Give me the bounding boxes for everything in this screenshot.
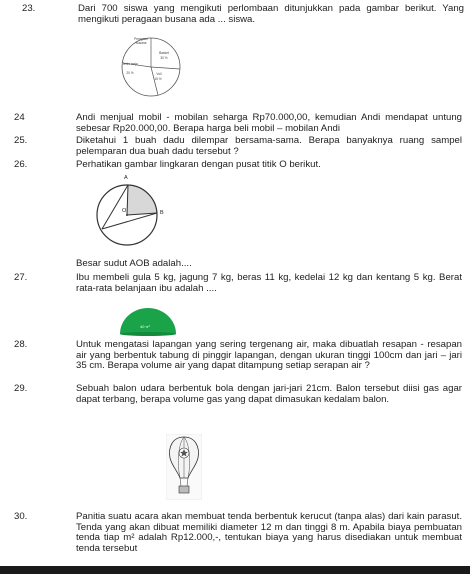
question-text: Ibu membeli gula 5 kg, jagung 7 kg, beras 11 kg, kedelai 12 kg dan kentang 5 kg. Berat rata-rata belanjaan ibu adalah .... (76, 272, 462, 294)
question-number: 26. (14, 159, 28, 170)
question-text: Perhatikan gambar lingkaran dengan pusat titik O berikut. (76, 159, 321, 170)
question-number: 30. (14, 511, 28, 522)
pie-label-peragaan: Peragaan Busana (134, 37, 148, 45)
pie-value-voli: 15 % (154, 77, 162, 81)
question-number: 29. (14, 383, 28, 394)
pie-chart (116, 32, 186, 102)
hemisphere-label: 40 π³ (140, 324, 150, 329)
question-text: Besar sudut AOB adalah.... (76, 258, 192, 269)
question-text: Dari 700 siswa yang mengikuti perlombaan ditunjukkan pada gambar berikut. Yang mengikuti peragaan busana ada ... siswa. (78, 3, 464, 25)
question-text: Untuk mengatasi lapangan yang sering tergenang air, maka dibuatlah resapan - resapan air yang berbentuk tabung di pinggir lapangan, dengan ukuran tinggi 100cm dan jari – jari 35 cm. Berapa volume air yang dapat ditampung setiap serapan air ? (76, 339, 462, 372)
question-text: Andi menjual mobil - mobilan seharga Rp70.000,00, kemudian Andi mendapat untung sebesar Rp20.000,00. Berapa harga beli mobil – mobilan Andi (76, 112, 462, 134)
hot-air-balloon-image (166, 434, 202, 500)
pie-label-tenis: Tenis meja (122, 62, 138, 66)
question-number: 28. (14, 339, 28, 350)
circle-diagram (96, 172, 164, 252)
pie-value-basket: 30 % (160, 56, 168, 60)
point-a-label: A (124, 175, 128, 181)
question-text: Diketahui 1 buah dadu dilempar bersama-sama. Berapa banyaknya ruang sampel pelemparan dua buah dadu tersebut ? (76, 135, 462, 157)
pie-value-tenis: 20 % (126, 71, 134, 75)
center-o-label: O (122, 208, 127, 214)
point-b-label: B (160, 210, 164, 216)
question-text: Sebuah balon udara berbentuk bola dengan jari-jari 21cm. Balon tersebut diisi gas agar dapat terbang, berapa volume gas yang dapat dimasukan kedalam balon. (76, 383, 462, 405)
question-number: 25. (14, 135, 28, 146)
pie-label-voli: Voli (156, 72, 162, 76)
bottom-bar (0, 566, 470, 574)
question-text: Panitia suatu acara akan membuat tenda berbentuk kerucut (tanpa alas) dari kain parasut. Tenda yang akan dibuat memiliki diameter 12 m dan tinggi 8 m. Apabila biaya pembuatan tenda tiap m² adalah Rp12.000,-, tentukan biaya yang harus disediakan untuk membuat tenda tersebut (76, 511, 462, 554)
pie-label-basket: Basket (159, 51, 169, 55)
question-number: 27. (14, 272, 28, 283)
question-number: 24 (14, 112, 25, 123)
question-number: 23. (22, 3, 36, 14)
hemisphere-figure (118, 306, 178, 336)
